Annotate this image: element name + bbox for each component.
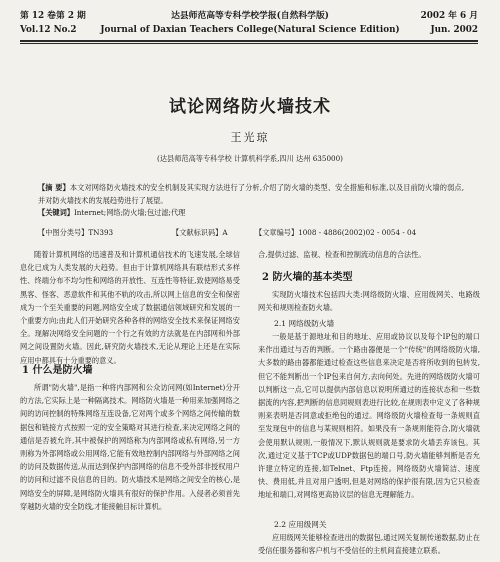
section-2-text: 实现防火墙技术包括四大类:网络级防火墙、应用级网关、电路级网关和规则检查防火墙。 [258, 290, 480, 313]
keywords-label: 【关键词】 [38, 208, 74, 217]
section-2-1-heading: 2.1 网络级防火墙 [274, 319, 335, 328]
left-intro-text: 随着计算机网络的迅速普及和计算机通信技术的飞速发展,全球信息化已成为人类发展的大趋势。但由于计算机网络具有联结形式多样性、终端分布不均匀性和网络的开放性、互连性等特征,致使网络易受黑客、怪客、恶意软件和其他不轨的攻击,所以网上信息的安全和保密成为一个至关重要的问题,网络安全成了数据通信领域研究和发展的一个重要方向;由此人们开始研究各种各样的网络安全技术来保证网络安全。现解决网络安全问题的一个行之有效的方法就是在内部网和外部网之间设置防火墙。因此,研究防火墙技术,无论从理论上还是在实际应用中都具有十分重要的意义。 [20, 250, 240, 365]
header-journal-en: Journal of Daxian Teachers College(Natural Science Edition) [100, 25, 400, 35]
header-issue-cn: 第 12 卷第 2 期 [20, 11, 86, 21]
header-issue-en: Vol.12 No.2 [20, 25, 77, 35]
abstract-block [38, 182, 464, 220]
meta-doc-code: 【文献标识码】A [172, 228, 228, 237]
section-2-2-paragraph [258, 531, 480, 559]
section-2-paragraph [258, 288, 480, 314]
paper-title: 试论网络防火墙技术 [169, 97, 331, 117]
meta-article-no: 【文章编号】1008 - 4886(2002)02 - 0054 - 04 [255, 228, 417, 237]
abstract-text: 本文对网络防火墙技术的安全机制及其实现方法进行了分析,介绍了防火墙的类型、安全措施和标准,以及目前防火墙的弱点,并对防火墙技术的发展趋势进行了展望。 [38, 183, 464, 205]
section-2-1-text: 一般是基于源地址和目的地址、应用或协议以及每个IP包的端口来作出通过与否的判断。一个路由器便是一个"传统"的网络级防火墙,大多数的路由器都能通过检查这些信息来决定是否将所收到的包转发,但它不能判断出一个IP包来自何方,去向何处。先进的网络级防火墙可以判断这一点,它可以提供内部信息以说明所通过的连接状态和一些数据流的内容,把判断的信息同规则表进行比较,在规则表中定义了各种规则来表明是否同意或拒绝包的通过。网络级防火墙检查每一条规则直至发现包中的信息与某规则相符。如果没有一条规则能符合,防火墙就会使用默认规则,一般情况下,默认规则就是要求防火墙丢弃该包。其次,通过定义基于TCP或UDP数据包的端口号,防火墙能够判断是否允许建立特定的连接,如Telnet、Ftp连接。网络级防火墙简洁、速度快、费用低,并且对用户透明,但是对网络的保护很有限,因为它只检查地址和端口,对网络更高协议层的信息无理解能力。 [258, 332, 480, 500]
abstract-label: 【摘 要】 [38, 183, 70, 192]
keywords-text: Internet;网络;防火墙;包过滤;代理 [73, 208, 186, 217]
header-date-en: Jun. 2002 [430, 25, 478, 35]
paper-affiliation: (达县师范高等专科学校 计算机科学系,四川 达州 635000) [157, 154, 343, 163]
header-rule [20, 40, 478, 42]
section-1-heading: 1 什么是防火墙 [22, 365, 93, 376]
section-2-1-paragraph [258, 330, 480, 516]
section-2-2-text: 应用级网关能够检查进出的数据包,通过网关复制传递数据,防止在受信任服务器和客户机与不受信任的主机间直接建立联系。 [258, 533, 480, 556]
section-1-text: 所谓"防火墙",是指一种将内部网和公众访问网(如Internet)分开的方法,它实际上是一种隔离技术。网络防火墙是一种用来加强网络之间的访问控制的特殊网络互连设备,它对两个或多个网络之间传输的数据包和链接方式按照一定的安全策略对其进行检查,来决定网络之间的通信是否被允许,其中被保护的网络称为内部网络或私有网络,另一方则称为外部网络或公用网络,它能有效地控制内部网络与外部网络之间的访问及数据传送,从而达到保护内部网络的信息不受外部非授权用户的访问和过滤不良信息的目的。防火墙技术是网络之间安全的核心,是网络安全的屏障,是网络防火墙具有很好的保护作用。入侵者必须首先穿越防火墙的安全防线,才能接触目标计算机。 [20, 383, 240, 511]
section-2-heading: 2 防火墙的基本类型 [262, 272, 353, 283]
section-2-2-heading: 2.2 应用级网关 [274, 520, 327, 529]
meta-clc: 【中图分类号】TN393 [38, 228, 114, 237]
right-intro-cont [258, 248, 480, 261]
header-journal-cn: 达县师范高等专科学校学报(自然科学版) [171, 11, 329, 21]
paper-author: 王光琼 [230, 131, 270, 144]
header-rule-thin [20, 43, 478, 44]
left-intro-paragraph [20, 248, 240, 365]
right-intro-cont-text: 合,提供过滤、监视、检查和控制流动信息的合法性。 [258, 250, 426, 259]
section-1-paragraph [20, 381, 240, 551]
header-date-cn: 2002 年 6 月 [420, 11, 478, 21]
